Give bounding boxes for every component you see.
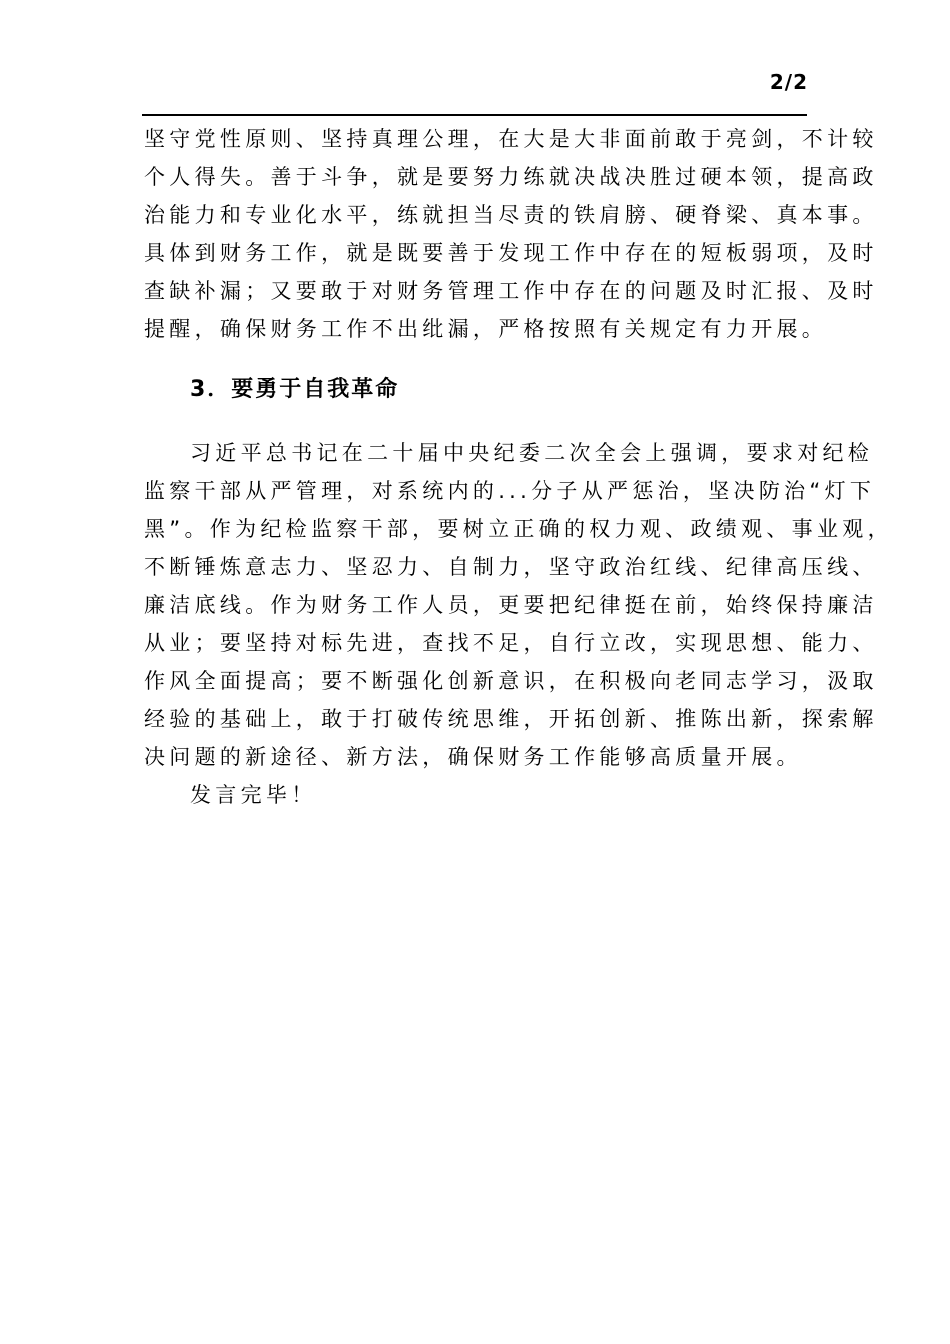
section-heading: 3．要勇于自我革命 <box>190 377 400 402</box>
paragraph-line: 坚守党性原则、坚持真理公理，在大是大非面前敢于亮剑，不计较 <box>144 127 878 151</box>
paragraph-line: 具体到财务工作，就是既要善于发现工作中存在的短板弱项，及时 <box>144 241 878 265</box>
header-divider <box>142 114 807 116</box>
paragraph-line: 提醒，确保财务工作不出纰漏，严格按照有关规定有力开展。 <box>144 317 828 341</box>
paragraph-line: 从业；要坚持对标先进，查找不足，自行立改，实现思想、能力、 <box>144 631 878 655</box>
paragraph-line: 习近平总书记在二十届中央纪委二次全会上强调，要求对纪检 <box>190 441 874 465</box>
paragraph-line: 个人得失。善于斗争，就是要努力练就决战决胜过硬本领，提高政 <box>144 165 878 189</box>
paragraph-line: 不断锤炼意志力、坚忍力、自制力，坚守政治红线、纪律高压线、 <box>144 555 878 579</box>
paragraph-line: 查缺补漏；又要敢于对财务管理工作中存在的问题及时汇报、及时 <box>144 279 878 303</box>
paragraph-line: 决问题的新途径、新方法，确保财务工作能够高质量开展。 <box>144 745 802 769</box>
closing-remark: 发言完毕！ <box>190 783 317 807</box>
paragraph-line: 经验的基础上，敢于打破传统思维，开拓创新、推陈出新，探索解 <box>144 707 878 731</box>
page-number: 2/2 <box>769 70 808 94</box>
paragraph-line: 廉洁底线。作为财务工作人员，更要把纪律挺在前，始终保持廉洁 <box>144 593 878 617</box>
paragraph-line: 治能力和专业化水平，练就担当尽责的铁肩膀、硬脊梁、真本事。 <box>144 203 878 227</box>
paragraph-line: 监察干部从严管理，对系统内的...分子从严惩治，坚决防治“灯下 <box>144 479 876 503</box>
paragraph-line: 黑”。作为纪检监察干部，要树立正确的权力观、政绩观、事业观， <box>144 517 893 541</box>
paragraph-line: 作风全面提高；要不断强化创新意识，在积极向老同志学习，汲取 <box>144 669 878 693</box>
